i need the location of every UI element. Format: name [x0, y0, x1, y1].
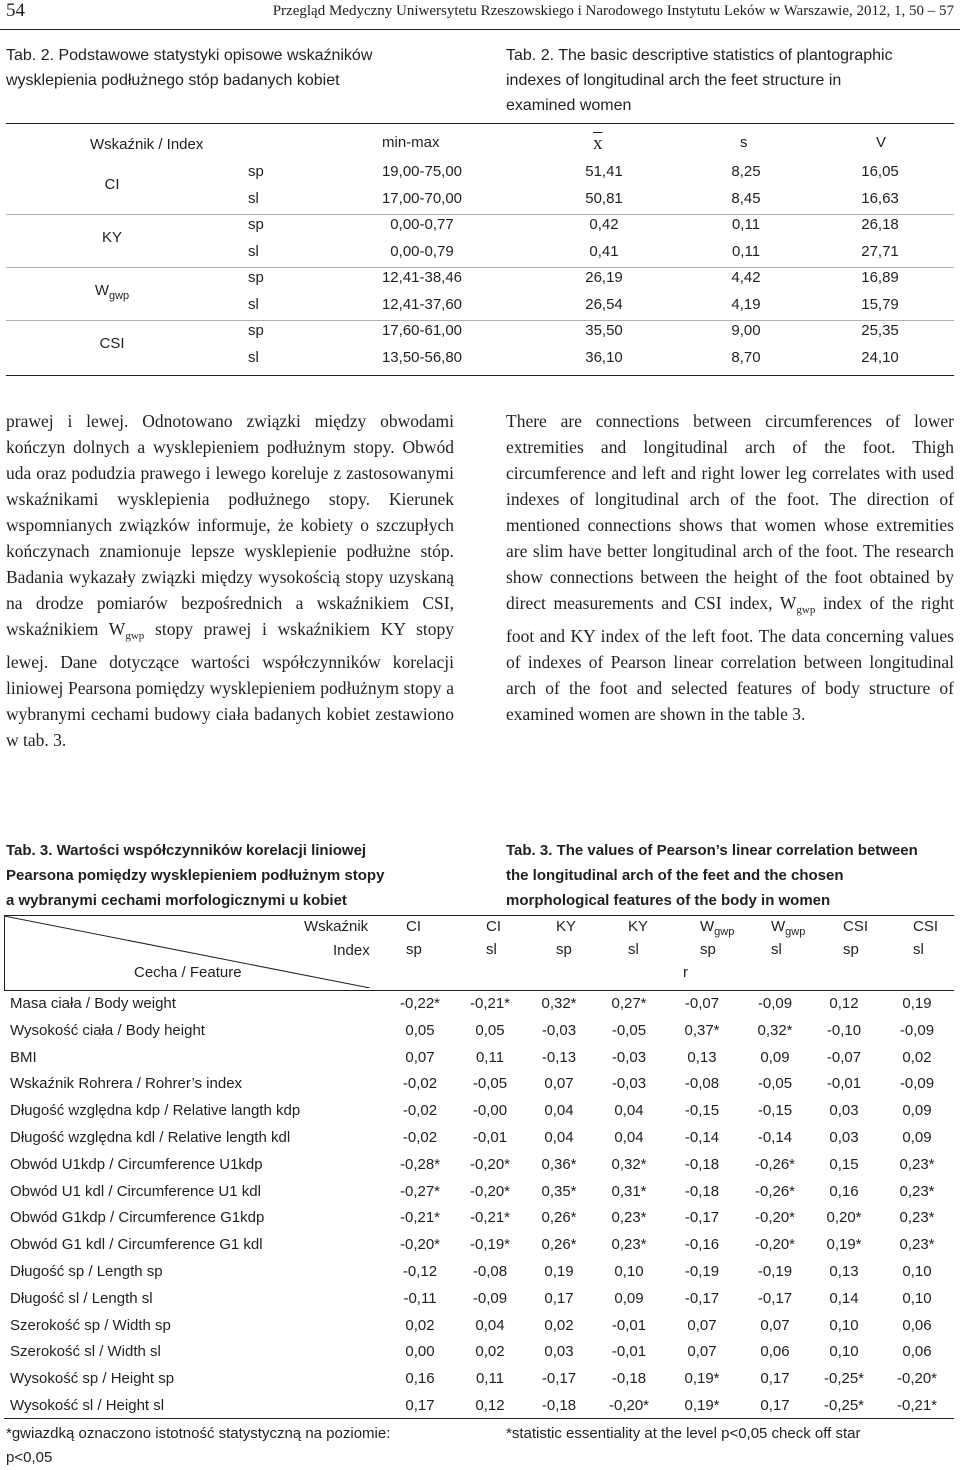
tab3-cell: -0,01: [611, 1316, 647, 1334]
tab3-col-name-text: CI: [486, 918, 501, 935]
tab3-cell: 0,06: [760, 1343, 790, 1361]
tab3-row-feature: Wysokość sl / Height sl: [10, 1397, 165, 1414]
tab3-cell: -0,20*: [754, 1209, 796, 1227]
tab2-cell-sd: 9,00: [731, 322, 761, 339]
tab3-cell: 0,02: [902, 1048, 932, 1066]
tab3-r-label: r: [683, 964, 688, 981]
tab3-cell: 0,07: [544, 1075, 574, 1093]
tab3-cell: -0,20*: [469, 1182, 511, 1200]
tab3-row-feature: Długość sp / Length sp: [10, 1263, 163, 1280]
tab3-cell: 0,03: [829, 1102, 859, 1120]
tab3-col-side: sl: [628, 941, 639, 958]
tab3-cell: 0,11: [475, 1048, 505, 1066]
tab3-cell: 0,31*: [611, 1182, 647, 1200]
tab3-cell: 0,14: [829, 1289, 859, 1307]
tab3-row-feature: BMI: [10, 1048, 37, 1066]
tab2-cell-mean: 0,41: [589, 242, 619, 260]
tab2-side: sl: [248, 295, 259, 313]
tab3-row-feature: Wysokość sp / Height sp: [10, 1370, 175, 1388]
tab3-cell: 0,04: [614, 1102, 644, 1120]
tab2-cell-minmax: 13,50-56,80: [381, 348, 463, 366]
tab3-cell: 0,20*: [826, 1209, 862, 1227]
tab3-col-name: [486, 918, 501, 935]
tab3-cell: -0,07: [826, 1048, 862, 1066]
tab3-cell: -0,26*: [754, 1182, 796, 1200]
tab3-cell: -0,26*: [754, 1155, 796, 1173]
tab3-col-name: [843, 918, 868, 935]
tab2-header-mean: $\overline{x}$: [593, 133, 603, 154]
tab2-cell-v: 27,71: [861, 242, 899, 260]
tab3-cell: -0,09: [899, 1021, 935, 1039]
tab2-cell-mean: 0,42: [589, 216, 619, 233]
tab3-corner-index-pl: Wskaźnik: [304, 918, 369, 935]
tab3-col-name: [771, 918, 805, 938]
tab3-cell: -0,03: [541, 1021, 577, 1039]
tab2-cell-v: 15,79: [861, 295, 899, 313]
tab3-cell: 0,06: [902, 1343, 932, 1361]
tab3-cell: 0,26*: [541, 1209, 577, 1227]
tab3-cell: -0,19: [684, 1263, 720, 1280]
tab3-row-feature: Długość względna kdl / Relative length kdl: [10, 1129, 291, 1146]
tab2-header-sd: s: [740, 134, 748, 151]
tab3-col-name-text: W: [700, 918, 715, 935]
tab3-caption-en: Tab. 3. The values of Pearson’s linear correlation between the longitudinal arch of the feet and the chosen morphological features of the body in women: [506, 842, 918, 909]
tab3-cell: 0,19*: [826, 1236, 862, 1254]
tab3-col-name: [913, 918, 938, 935]
tab3-col-side: sp: [700, 941, 716, 958]
tab3-row-feature: Długość względna kdp / Relative langth kdp: [10, 1102, 301, 1120]
page-number: 54: [6, 0, 25, 21]
tab3-cell: 0,03: [829, 1129, 859, 1146]
tab2-header-minmax: min-max: [382, 134, 440, 151]
tab3-cell: 0,12: [475, 1397, 505, 1414]
tab2-side: sl: [248, 189, 259, 207]
tab3-cell: 0,23*: [611, 1209, 647, 1227]
tab3-cell: 0,10: [902, 1263, 932, 1280]
tab2-group-name: KY: [101, 229, 123, 247]
tab3-cell: -0,19*: [469, 1236, 511, 1254]
tab3-cell: -0,15: [684, 1102, 720, 1120]
tab2-cell-mean: 50,81: [585, 189, 623, 207]
tab3-col-name: [556, 918, 576, 935]
tab3-cell: -0,01: [826, 1075, 862, 1093]
tab3-cell: -0,17: [757, 1289, 793, 1307]
tab3-cell: -0,00: [472, 1102, 508, 1120]
tab3-cell: 0,19: [544, 1263, 574, 1280]
tab2-cell-v: 16,89: [861, 269, 899, 286]
tab3-cell: -0,19: [757, 1263, 793, 1280]
tab3-cell: -0,08: [472, 1263, 508, 1280]
tab3-row-feature: Szerokość sl / Width sl: [10, 1343, 161, 1361]
tab3-cell: 0,32*: [541, 995, 577, 1012]
tab3-cell: 0,10: [614, 1263, 644, 1280]
tab3-cell: -0,02: [402, 1129, 438, 1146]
tab2-cell-sd: 4,42: [731, 269, 761, 286]
tab3-cell: -0,01: [611, 1343, 647, 1361]
tab3-cell: 0,06: [902, 1316, 932, 1334]
tab3-cell: -0,03: [611, 1048, 647, 1066]
tab3-col-name: [406, 918, 421, 935]
tab2-group-sub: gwp: [108, 290, 130, 303]
tab3-cell: -0,14: [757, 1129, 793, 1146]
body-text-polish: prawej i lewej. Odnotowano związki między obwodami kończyn dolnych a wysklepieniem podłużnym stopy. Obwód uda oraz podudzia prawego i lewego koreluje z zastosowanymi wskaźnikami wysklepienia podłużnego stopy. Kierunek wspomnianych związków informuje, że kobiety o szczupłych kończynach znamionuje lepsze wysklepienie podłużne stóp. Badania wykazały związki między wysokością stopy uzyskaną na drodze pomiarów bezpośrednich a wskaźnikiem CSI, wskaźnikiem $W_{gwp}$ stopy prawej i wskaźnikiem KY stopy lewej. Dane dotyczące wartości współczynników korelacji liniowej Pearsona pomiędzy wysklepieniem podłużnym stopy a wybranymi cechami budowy ciała badanych kobiet zestawiono w tab. 3.: [6, 411, 455, 750]
tab3-cell: 0,04: [544, 1102, 574, 1120]
tab2-cell-v: 25,35: [861, 322, 899, 339]
tab3-header-rule: [4, 990, 954, 991]
tab3-row-feature: Masa ciała / Body weight: [10, 995, 176, 1012]
tab3-cell: -0,20*: [896, 1370, 938, 1388]
tab3-cell: 0,07: [405, 1048, 435, 1066]
tab2-cell-v: 16,63: [861, 189, 899, 207]
tab3-cell: -0,14: [684, 1129, 720, 1146]
tab2-cell-mean: 26,54: [585, 295, 623, 313]
tab2-cell-minmax: 12,41-37,60: [381, 295, 463, 313]
tab3-cell: 0,23*: [611, 1236, 647, 1254]
tab3-cell: 0,07: [687, 1343, 717, 1361]
tab3-cell: -0,21*: [469, 1209, 511, 1227]
tab3-cell: 0,00: [405, 1343, 435, 1361]
tab3-cell: -0,27*: [399, 1182, 441, 1200]
tab2-group-name: CI: [104, 176, 120, 194]
tab3-cell: -0,02: [402, 1075, 438, 1093]
tab3-cell: -0,21*: [469, 995, 511, 1012]
tab3-col-side: sp: [406, 941, 422, 958]
tab3-cell: -0,20*: [608, 1397, 650, 1414]
tab3-cell: -0,12: [402, 1263, 438, 1280]
tab2-cell-sd: 4,19: [731, 295, 761, 313]
tab3-col-side: sp: [556, 941, 572, 958]
body-text-english: There are connections between circumferences of lower extremities and longitudinal arch of the foot. Thigh circumference and left and right lower leg correlates with used indexes of longitudinal arch of the foot. The direction of mentioned connections shows that women whose extremities are slim have better longitudinal arch of the foot. The research show connections between the height of the foot obtained by direct measurements and CSI index, $W_{gwp}$ index of the right foot and KY index of the left foot. The data concerning values of indexes of Pearson linear correlation between longitudinal arch of the foot and selected features of body structure of examined women are shown in the table 3.: [506, 411, 955, 724]
tab3-cell: 0,02: [544, 1316, 574, 1334]
tab3-cell: -0,11: [403, 1289, 437, 1307]
tab3-cell: 0,13: [829, 1263, 859, 1280]
tab3-cell: 0,23*: [899, 1155, 935, 1173]
tab2-cell-sd: 0,11: [731, 216, 761, 233]
tab2-side: sp: [248, 322, 264, 339]
tab3-col-name-sub: gwp: [785, 926, 806, 938]
tab3-cell: -0,22*: [399, 995, 441, 1012]
tab2-header-index: Wskaźnik / Index: [90, 136, 204, 153]
tab2-caption-pl: Tab. 2. Podstawowe statystyki opisowe wskaźników wysklepienia podłużnego stóp badanych kobiet: [6, 47, 373, 89]
tab2-cell-sd: 8,25: [731, 163, 761, 180]
tab3-col-side: sp: [843, 941, 859, 958]
tab3-cell: 0,32*: [757, 1021, 793, 1039]
tab3-col-name-text: CSI: [843, 918, 869, 935]
tab3-cell: 0,04: [475, 1316, 505, 1334]
tab3-cell: 0,10: [829, 1343, 859, 1361]
tab3-cell: 0,16: [829, 1182, 859, 1200]
tab3-col-name-sub: gwp: [714, 926, 735, 938]
tab3-row-feature: Obwód U1 kdl / Circumference U1 kdl: [10, 1182, 261, 1200]
tab3-cell: -0,25*: [823, 1370, 865, 1388]
tab3-caption-pl: Tab. 3. Wartości współczynników korelacji liniowej Pearsona pomiędzy wysklepieniem podłużnym stopy a wybranymi cechami morfologicznymi u kobiet: [6, 842, 385, 909]
tab2-cell-mean: 26,19: [585, 269, 623, 286]
tab3-cell: -0,20*: [754, 1236, 796, 1254]
tab3-cell: 0,19*: [684, 1397, 720, 1414]
tab3-cell: -0,28*: [399, 1155, 441, 1173]
tab3-cell: 0,05: [475, 1021, 505, 1039]
tab3-cell: 0,13: [687, 1048, 717, 1066]
tab3-cell: 0,19: [902, 995, 932, 1012]
tab3-cell: -0,21*: [896, 1397, 938, 1414]
tab2-side: sl: [248, 242, 259, 260]
tab2-cell-mean: 51,41: [585, 163, 623, 180]
tab3-cell: -0,01: [472, 1129, 508, 1146]
tab3-cell: -0,16: [684, 1236, 720, 1254]
tab3-col-name-text: KY: [628, 918, 649, 935]
tab3-cell: 0,09: [902, 1102, 932, 1120]
tab3-cell: -0,10: [826, 1021, 862, 1039]
tab3-cell: -0,03: [611, 1075, 647, 1093]
tab3-col-name: [628, 918, 648, 935]
tab3-row-feature: Obwód G1kdp / Circumference G1kdp: [10, 1209, 265, 1227]
tab3-cell: 0,04: [544, 1129, 574, 1146]
tab2-cell-sd: 8,45: [731, 189, 761, 207]
tab3-cell: 0,19*: [684, 1370, 720, 1388]
tab2-header-v: V: [876, 134, 887, 151]
tab3-cell: 0,10: [829, 1316, 859, 1334]
tab3-row-feature: Długość sl / Length sl: [10, 1289, 153, 1307]
tab3-col-side: sl: [771, 941, 782, 958]
tab3-cell: 0,02: [405, 1316, 435, 1334]
tab3-cell: 0,27*: [611, 995, 647, 1012]
tab3-cell: 0,35*: [541, 1182, 577, 1200]
tab3-cell: -0,17: [541, 1370, 577, 1388]
tab3-cell: -0,09: [899, 1075, 935, 1093]
tab3-cell: 0,10: [902, 1289, 932, 1307]
tab2-cell-v: 16,05: [861, 163, 899, 180]
tab3-cell: -0,09: [472, 1289, 508, 1307]
tab3-row-feature: Szerokość sp / Width sp: [10, 1316, 171, 1334]
tab3-cell: -0,17: [684, 1289, 720, 1307]
tab2-cell-minmax: 12,41-38,46: [381, 269, 463, 286]
tab3-cell: -0,18: [684, 1155, 720, 1173]
tab3-row-feature: Wysokość ciała / Body height: [10, 1021, 205, 1039]
tab2-cell-minmax: 19,00-75,00: [381, 163, 463, 180]
tab3-corner-index-en: Index: [333, 942, 370, 959]
tab2-caption-en: Tab. 2. The basic descriptive statistics of plantographic indexes of longitudinal arch the feet structure in examined women: [506, 47, 893, 114]
tab3-cell: -0,18: [541, 1397, 577, 1414]
tab3-cell: 0,04: [614, 1129, 644, 1146]
tab2-cell-minmax: 0,00-0,79: [390, 242, 454, 260]
tab3-cell: -0,05: [611, 1021, 647, 1039]
tab3-cell: 0,15: [829, 1155, 859, 1173]
tab2-cell-v: 24,10: [861, 348, 899, 366]
tab3-cell: 0,11: [475, 1370, 505, 1388]
tab2-group-name: CSI: [99, 335, 125, 353]
tab3-cell: 0,03: [544, 1343, 574, 1361]
tab3-col-name-text: CSI: [913, 918, 939, 935]
tab3-bottom-rule: [4, 1418, 954, 1419]
tab2-cell-mean: 36,10: [585, 348, 623, 366]
tab3-col-name-text: W: [771, 918, 786, 935]
tab3-cell: -0,15: [757, 1102, 793, 1120]
tab3-cell: -0,20*: [469, 1155, 511, 1173]
tab3-cell: 0,02: [475, 1343, 505, 1361]
tab3-col-name-text: KY: [556, 918, 577, 935]
tab3-cell: -0,02: [402, 1102, 438, 1120]
tab3-row-feature: Obwód U1kdp / Circumference U1kdp: [10, 1155, 263, 1173]
tab3-footnote-en: *statistic essentiality at the level p<0,05 check off star: [506, 1425, 861, 1442]
tab3-cell: 0,23*: [899, 1182, 935, 1200]
tab3-cell: -0,05: [757, 1075, 793, 1093]
tab3-cell: 0,17: [544, 1289, 574, 1307]
tab2-cell-v: 26,18: [861, 216, 899, 233]
tab3-cell: 0,17: [760, 1370, 790, 1388]
tab3-cell: -0,08: [684, 1075, 720, 1093]
tab3-cell: 0,23*: [899, 1236, 935, 1254]
tab3-cell: -0,17: [684, 1209, 720, 1227]
tab3-row-feature: Obwód G1 kdl / Circumference G1 kdl: [10, 1236, 263, 1254]
tab2-cell-sd: 8,70: [731, 348, 761, 366]
tab3-cell: 0,07: [760, 1316, 790, 1334]
tab3-cell: 0,07: [687, 1316, 717, 1334]
tab3-cell: -0,25*: [823, 1397, 865, 1414]
tab3-cell: -0,05: [472, 1075, 508, 1093]
tab2-side: sp: [248, 269, 264, 286]
tab3-cell: 0,36*: [541, 1155, 577, 1173]
tab2-cell-mean: 35,50: [585, 322, 623, 339]
tab3-cell: 0,05: [405, 1021, 435, 1039]
tab2-side: sp: [248, 163, 264, 180]
tab3-col-name: [700, 918, 734, 938]
tab2-cell-minmax: 17,60-61,00: [381, 322, 463, 339]
tab3-cell: 0,09: [760, 1048, 790, 1066]
tab2-cell-sd: 0,11: [731, 242, 761, 260]
journal-title: Przegląd Medyczny Uniwersytetu Rzeszowskiego i Narodowego Instytutu Leków w Warszawie, 2012, 1, 50 – 57: [272, 3, 954, 19]
tab3-cell: -0,07: [684, 995, 720, 1012]
tab2-side: sp: [248, 216, 264, 233]
tab3-cell: 0,17: [760, 1397, 790, 1414]
tab3-col-side: sl: [486, 941, 497, 958]
tab3-cell: -0,09: [757, 995, 793, 1012]
tab3-cell: -0,18: [684, 1182, 720, 1200]
tab3-cell: 0,16: [405, 1370, 435, 1388]
tab3-col-side: sl: [913, 941, 924, 958]
tab3-col-name-text: CI: [406, 918, 421, 935]
tab3-cell: 0,37*: [684, 1021, 720, 1039]
tab3-cell: 0,32*: [611, 1155, 647, 1173]
tab2-side: sl: [248, 348, 259, 366]
tab3-cell: -0,13: [541, 1048, 577, 1066]
tab2-cell-minmax: 0,00-0,77: [390, 216, 454, 233]
tab3-cell: 0,23*: [899, 1209, 935, 1227]
tab3-corner-feature: Cecha / Feature: [134, 964, 242, 981]
tab3-row-feature: Wskaźnik Rohrera / Rohrer’s index: [10, 1075, 243, 1093]
tab2-cell-minmax: 17,00-70,00: [381, 189, 463, 207]
tab3-cell: 0,26*: [541, 1236, 577, 1254]
tab3-cell: 0,09: [614, 1289, 644, 1307]
tab3-cell: 0,12: [829, 995, 859, 1012]
tab2-group-name: W: [94, 282, 109, 300]
tab3-footnote-pl: *gwiazdką oznaczono istotność statystyczną na poziomie: p<0,05: [6, 1425, 391, 1466]
tab3-cell: -0,20*: [399, 1236, 441, 1254]
tab3-cell: 0,09: [902, 1129, 932, 1146]
tab3-cell: -0,21*: [399, 1209, 441, 1227]
tab3-cell: 0,17: [405, 1397, 435, 1414]
tab3-cell: -0,18: [611, 1370, 647, 1388]
